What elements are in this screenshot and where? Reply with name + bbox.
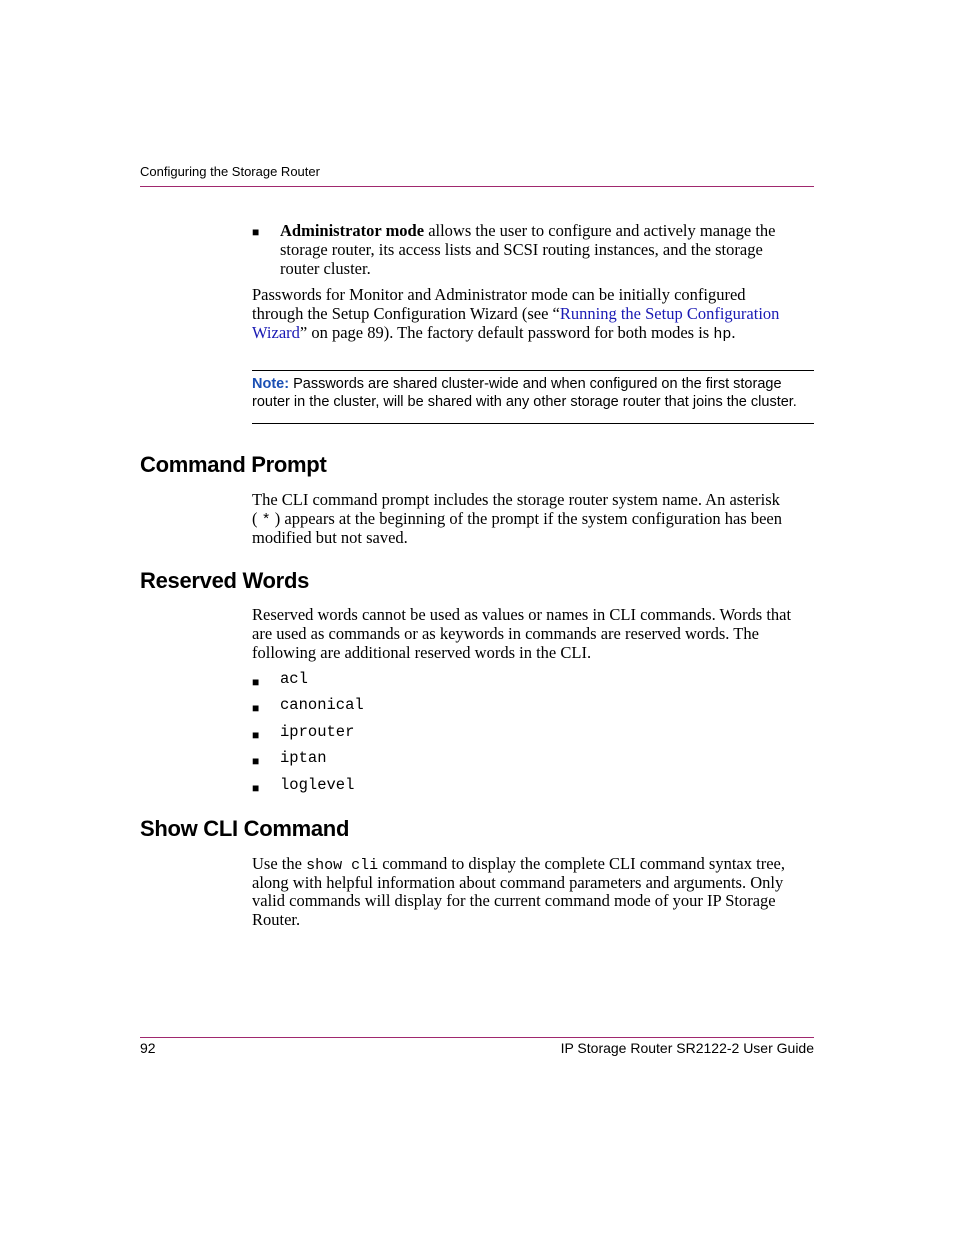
command-prompt-line-2: ( * ) appears at the beginning of the prompt if the system configuration has been <box>252 509 782 529</box>
note-top-rule <box>252 370 814 371</box>
header-rule <box>140 186 814 187</box>
show-cli-line-2: along with helpful information about command parameters and arguments. Only <box>252 873 784 892</box>
reserved-words-line-3: following are additional reserved words in the CLI. <box>252 643 592 662</box>
reserved-words-line-1: Reserved words cannot be used as values or names in CLI commands. Words that <box>252 605 792 624</box>
note-bottom-rule <box>252 423 814 424</box>
passwords-line-3: Wizard” on page 89). The factory default password for both modes is hp. <box>252 323 736 343</box>
bullet-icon: ■ <box>252 754 260 768</box>
bullet-icon: ■ <box>252 225 260 239</box>
command-prompt-line-1: The CLI command prompt includes the storage router system name. An asterisk <box>252 490 780 509</box>
page-number: 92 <box>140 1040 156 1056</box>
asterisk-code: * <box>261 512 271 529</box>
bullet-icon: ■ <box>252 781 260 795</box>
note-line-2: router in the cluster, will be shared with any other storage router that joins the cluster. <box>252 394 797 410</box>
note-line-1: Note: Passwords are shared cluster-wide and when configured on the first storage <box>252 376 782 392</box>
admin-mode-line-3: router cluster. <box>280 259 371 278</box>
admin-mode-term: Administrator mode <box>280 221 425 240</box>
reserved-words-heading: Reserved Words <box>140 568 310 593</box>
admin-mode-line-1: Administrator mode allows the user to configure and actively manage the <box>280 221 776 240</box>
setup-wizard-link-continued[interactable]: Wizard <box>252 323 300 342</box>
list-item: loglevel <box>280 776 355 794</box>
show-cli-line-4: Router. <box>252 910 301 929</box>
admin-mode-line-2: storage router, its access lists and SCSI routing instances, and the storage <box>280 240 763 259</box>
bullet-icon: ■ <box>252 701 260 715</box>
show-cli-code: show cli <box>306 857 379 874</box>
bullet-icon: ■ <box>252 675 260 689</box>
running-header: Configuring the Storage Router <box>140 164 320 179</box>
document-title: IP Storage Router SR2122-2 User Guide <box>560 1040 814 1056</box>
show-cli-line-1: Use the show cli command to display the complete CLI command syntax tree, <box>252 854 785 874</box>
bullet-icon: ■ <box>252 728 260 742</box>
default-password-code: hp <box>713 326 732 343</box>
list-item: canonical <box>280 696 364 714</box>
footer-rule <box>140 1037 814 1038</box>
passwords-line-2: through the Setup Configuration Wizard (see “Running the Setup Configuration <box>252 304 780 323</box>
note-box <box>252 375 812 411</box>
show-cli-line-3: valid commands will display for the current command mode of your IP Storage <box>252 891 776 910</box>
note-label: Note: <box>252 376 290 392</box>
reserved-words-line-2: are used as commands or as keywords in commands are reserved words. The <box>252 624 759 643</box>
show-cli-heading: Show CLI Command <box>140 816 350 841</box>
setup-wizard-link[interactable]: Running the Setup Configuration <box>559 304 780 323</box>
list-item: iprouter <box>280 723 355 741</box>
list-item: acl <box>280 670 308 688</box>
list-item: iptan <box>280 749 327 767</box>
command-prompt-line-3: modified but not saved. <box>252 528 408 547</box>
passwords-line-1: Passwords for Monitor and Administrator mode can be initially configured <box>252 285 746 304</box>
command-prompt-heading: Command Prompt <box>140 452 327 477</box>
